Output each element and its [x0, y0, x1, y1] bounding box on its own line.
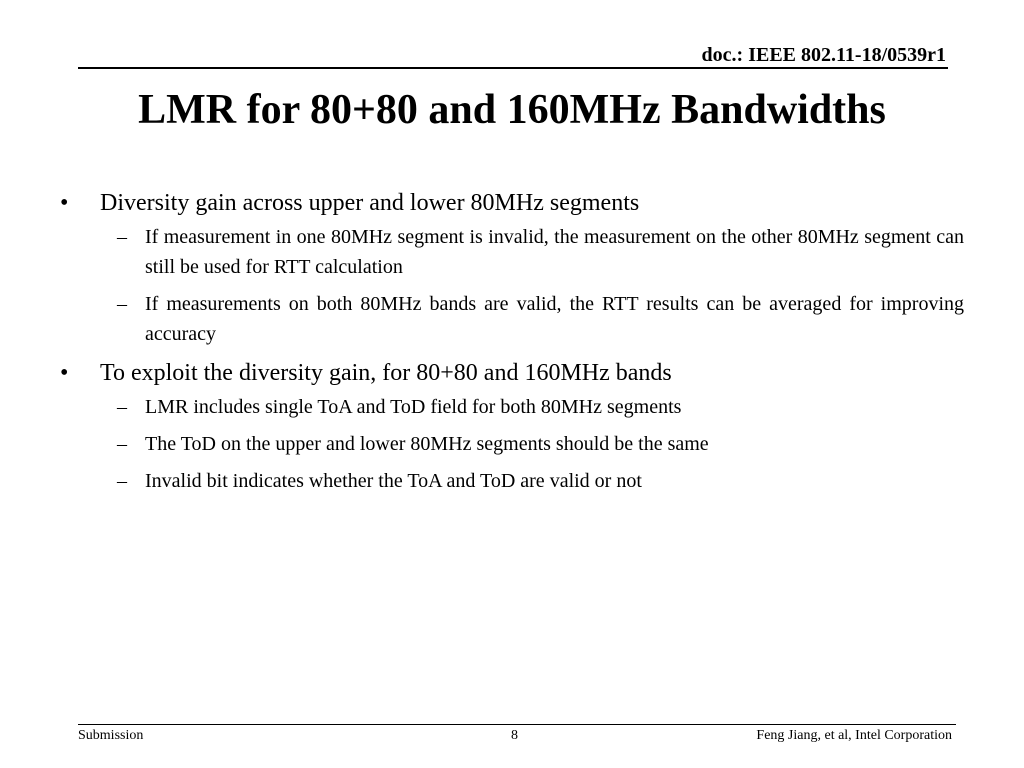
dash-icon: –: [117, 226, 127, 248]
footer-divider: [78, 724, 956, 725]
dash-icon: –: [117, 293, 127, 315]
bullet-list: [60, 186, 964, 503]
bullet-text: To exploit the diversity gain, for 80+80 and 160MHz bands: [100, 360, 672, 386]
sub-bullet-item: [100, 429, 964, 459]
sub-bullet-list: [100, 392, 964, 496]
header-divider: [78, 67, 948, 69]
dash-icon: –: [117, 470, 127, 492]
sub-bullet-text: Invalid bit indicates whether the ToA and ToD are valid or not: [145, 470, 642, 492]
bullet-icon: •: [60, 360, 69, 386]
sub-bullet-item: [100, 289, 964, 349]
sub-bullet-item: [100, 392, 964, 422]
dash-icon: –: [117, 396, 127, 418]
dash-icon: –: [117, 433, 127, 455]
footer-submission: Submission: [78, 728, 144, 743]
bullet-text: Diversity gain across upper and lower 80MHz segments: [100, 190, 640, 216]
sub-bullet-text: If measurements on both 80MHz bands are valid, the RTT results can be averaged for improving accuracy: [145, 293, 964, 345]
bullet-icon: •: [60, 190, 69, 216]
sub-bullet-list: [100, 222, 964, 349]
sub-bullet-item: [100, 466, 964, 496]
bullet-item: [60, 186, 964, 349]
bullet-item: [60, 356, 964, 496]
document-id: doc.: IEEE 802.11-18/0539r1: [701, 44, 946, 66]
footer-author: Feng Jiang, et al, Intel Corporation: [756, 728, 952, 743]
slide-title: LMR for 80+80 and 160MHz Bandwidths: [138, 87, 886, 133]
sub-bullet-text: If measurement in one 80MHz segment is invalid, the measurement on the other 80MHz segment can still be used for RTT calculation: [145, 226, 964, 278]
sub-bullet-text: LMR includes single ToA and ToD field for both 80MHz segments: [145, 396, 682, 418]
sub-bullet-text: The ToD on the upper and lower 80MHz segments should be the same: [145, 433, 709, 455]
page-number: 8: [511, 728, 518, 743]
sub-bullet-item: [100, 222, 964, 282]
